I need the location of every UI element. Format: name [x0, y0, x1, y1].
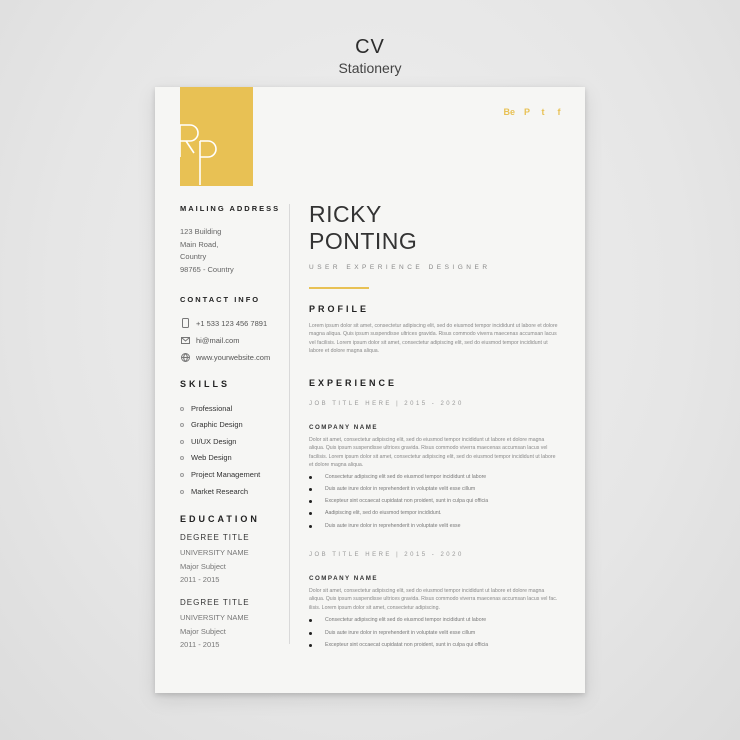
job-bullet: Excepteur sint occaecat cupidatat non proident, sunt in culpa qui officia: [309, 498, 488, 504]
university-name: UNIVERSITY NAME: [180, 548, 249, 557]
skill-item: Project Management: [180, 470, 260, 479]
profile-heading: PROFILE: [309, 304, 370, 314]
job-title-line: JOB TITLE HERE | 2015 - 2020: [309, 552, 464, 558]
skills-heading: SKILLS: [180, 379, 231, 389]
major-subject: Major Subject: [180, 562, 226, 571]
experience-heading: EXPERIENCE: [309, 378, 398, 388]
skill-item: UI/UX Design: [180, 437, 236, 446]
address-line: Main Road,: [180, 239, 219, 249]
contact-email: [180, 335, 239, 345]
job-bullet: Consectetur adipiscing elit sed do eiusmod tempor incididunt ut labore: [309, 617, 486, 623]
person-name: [309, 201, 417, 255]
globe-icon: [180, 352, 190, 362]
mail-icon: [180, 335, 190, 345]
job-bullet: Duis aute irure dolor in reprehenderit in voluptate velit esse: [309, 523, 461, 529]
page-subtitle: Stationery: [338, 60, 402, 76]
contact-website: [180, 352, 270, 362]
accent-bar: [309, 287, 369, 289]
job-role: USER EXPERIENCE DESIGNER: [309, 264, 491, 271]
monogram-rp-icon: [180, 123, 253, 186]
behance-icon[interactable]: Be: [503, 107, 515, 117]
university-name: UNIVERSITY NAME: [180, 613, 249, 622]
job-bullet: Excepteur sint occaecat cupidatat non proident, sunt in culpa qui officia: [309, 642, 488, 648]
mailing-address: [180, 226, 234, 276]
cv-paper: [155, 87, 585, 693]
email-text: hi@mail.com: [196, 335, 240, 345]
column-divider: [289, 204, 290, 644]
skill-item: Market Research: [180, 487, 248, 496]
phone-text: +1 533 123 456 7891: [196, 318, 268, 328]
phone-icon: [180, 318, 190, 328]
contact-phone: [180, 318, 267, 328]
job-description: Dolor sit amet, consectetur adipiscing elit, sed do eiusmod tempor incididunt ut labore et dolore magna aliqua. Quis ipsum suspendisse ultrices gravida. Risus commodo viverra maecenas accumsan lacus vel facilisis. Lorem ipsum dolor sit amet, consectetur adipiscing elit, sed do eiusmod tempor incididunt ut labore et dolore magna aliqua.: [309, 437, 556, 468]
pinterest-icon[interactable]: P: [523, 107, 530, 117]
address-line: 98765 - Country: [180, 264, 234, 274]
company-name: COMPANY NAME: [309, 424, 378, 431]
address-line: 123 Building: [180, 227, 222, 236]
education-years: 2011 - 2015: [180, 640, 220, 649]
job-description: Dolor sit amet, consectetur adipiscing elit, sed do eiusmod tempor incididunt ut labore et dolore magna aliqua. Quis ipsum suspendisse ultrices gravida. Risus commodo viverra maecenas accumsan lacus vel fac. ilisis. Lorem ipsum dolor sit amet, consectetur adipiscing.: [309, 588, 558, 611]
job-bullet: Aadipiscing elit, sed do eiusmod tempor incididunt.: [309, 510, 442, 516]
mailing-heading: MAILING ADDRESS: [180, 204, 281, 213]
skill-item: Graphic Design: [180, 420, 243, 429]
website-text: www.yourwebsite.com: [196, 352, 271, 362]
job-bullet: Duis aute irure dolor in reprehenderit in voluptate velit esse cillum: [309, 630, 475, 636]
last-name: PONTING: [309, 228, 418, 254]
page-title: CV: [355, 36, 385, 58]
job-bullet: Consectetur adipiscing elit sed do eiusmod tempor incididunt ut labore: [309, 474, 486, 480]
social-links: [503, 107, 563, 117]
twitter-icon[interactable]: t: [541, 107, 545, 117]
education-heading: EDUCATION: [180, 514, 260, 524]
company-name: COMPANY NAME: [309, 575, 378, 582]
skill-item: Web Design: [180, 453, 232, 462]
page-header: [0, 36, 740, 76]
monogram-logo: [180, 87, 253, 186]
profile-text: Lorem ipsum dolor sit amet, consectetur adipiscing elit, sed do eiusmod tempor incididunt ut labore et dolore magna aliqua. Quis ipsum suspendisse ultrices gravida. Risus commodo viverra maecenas accumsan lacus vel facilisis. Lorem ipsum dolor sit amet, consectetur adipiscing elit, sed do eiusmod tempor incididunt ut labore et dolore magna aliqua.: [309, 323, 558, 354]
major-subject: Major Subject: [180, 627, 226, 636]
skill-item: Professional: [180, 404, 232, 413]
contact-heading: CONTACT INFO: [180, 295, 261, 304]
address-line: Country: [180, 252, 207, 261]
degree-title: DEGREE TITLE: [180, 598, 250, 607]
education-years: 2011 - 2015: [180, 575, 220, 584]
job-title-line: JOB TITLE HERE | 2015 - 2020: [309, 401, 464, 407]
facebook-icon[interactable]: f: [557, 107, 561, 117]
degree-title: DEGREE TITLE: [180, 533, 250, 542]
first-name: RICKY: [309, 201, 382, 227]
job-bullet: Duis aute irure dolor in reprehenderit in voluptate velit esse cillum: [309, 486, 475, 492]
